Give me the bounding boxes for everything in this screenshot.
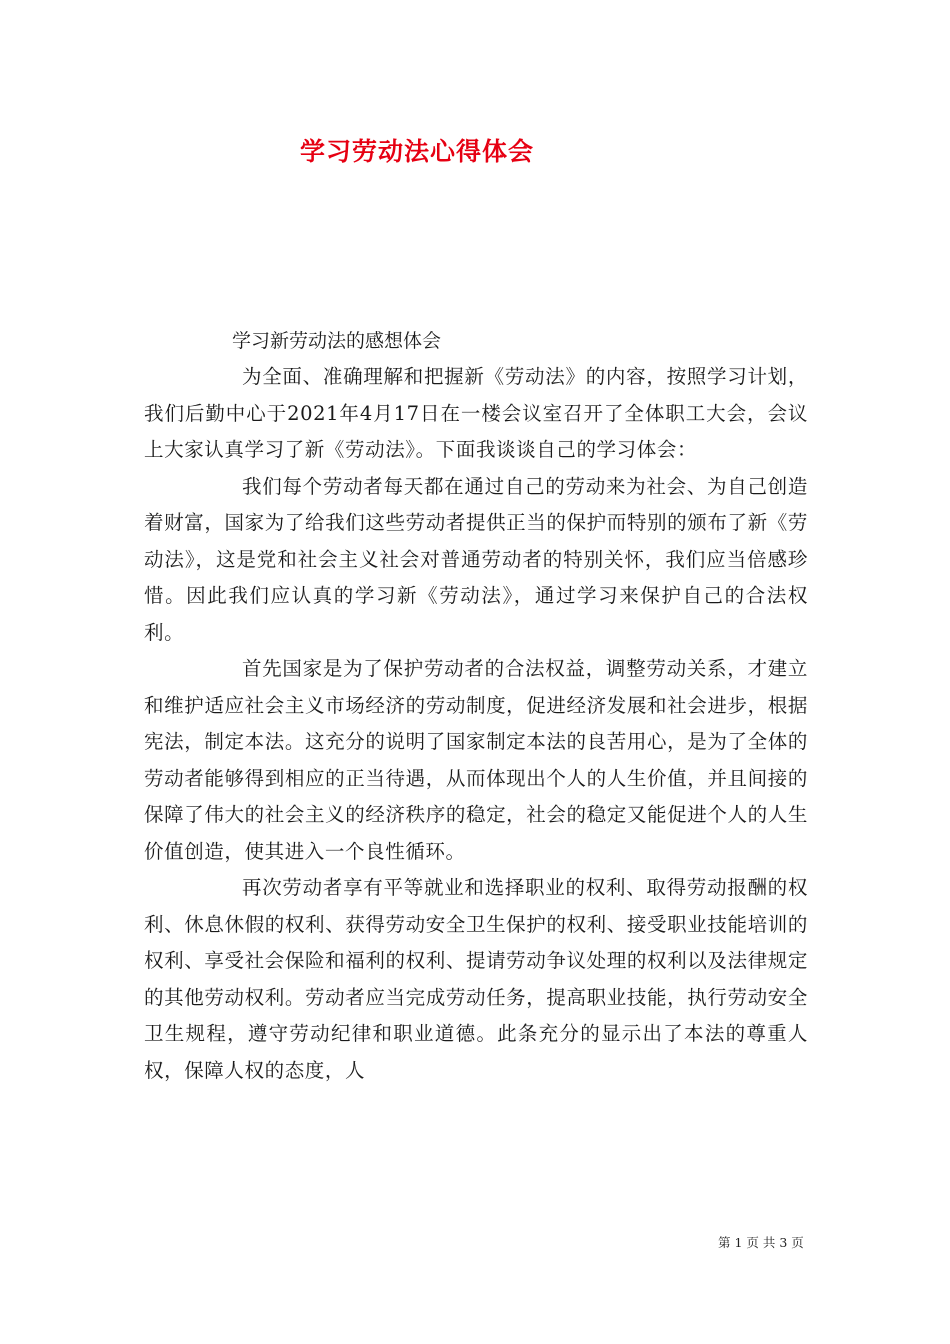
document-subtitle: 学习新劳动法的感想体会 <box>232 330 442 352</box>
document-body <box>144 359 808 1089</box>
paragraph-2: 我们每个劳动者每天都在通过自己的劳动来为社会、为自己创造着财富，国家为了给我们这些劳动者提供正当的保护而特别的颁布了新《劳动法》，这是党和社会主义社会对普通劳动者的特别关怀，我们应当倍感珍惜。因此我们应认真的学习新《劳动法》，通过学习来保护自己的合法权利。 <box>144 474 808 644</box>
paragraph-4: 再次劳动者享有平等就业和选择职业的权利、取得劳动报酬的权利、休息休假的权利、获得劳动安全卫生保护的权利、接受职业技能培训的权利、享受社会保险和福利的权利、提请劳动争议处理的权利以及法律规定的其他劳动权利。劳动者应当完成劳动任务，提高职业技能，执行劳动安全卫生规程，遵守劳动纪律和职业道德。此条充分的显示出了本法的尊重人权，保障人权的态度，人 <box>144 876 808 1082</box>
document-title: 学习劳动法心得体会 <box>300 137 535 166</box>
paragraph-3: 首先国家是为了保护劳动者的合法权益，调整劳动关系，才建立和维护适应社会主义市场经济的劳动制度，促进经济发展和社会进步，根据宪法，制定本法。这充分的说明了国家制定本法的良苦用心，是为了全体的劳动者能够得到相应的正当待遇，从而体现出个人的人生价值，并且间接的保障了伟大的社会主义的经济秩序的稳定，社会的稳定又能促进个人的人生价值创造，使其进入一个良性循环。 <box>144 657 808 863</box>
paragraph-1: 为全面、准确理解和把握新《劳动法》的内容，按照学习计划，我们后勤中心于2021年4月17日在一楼会议室召开了全体职工大会，会议上大家认真学习了新《劳动法》。下面我谈谈自己的学习体会： <box>144 365 808 461</box>
page-number-footer: 第 1 页 共 3 页 <box>718 1235 804 1250</box>
